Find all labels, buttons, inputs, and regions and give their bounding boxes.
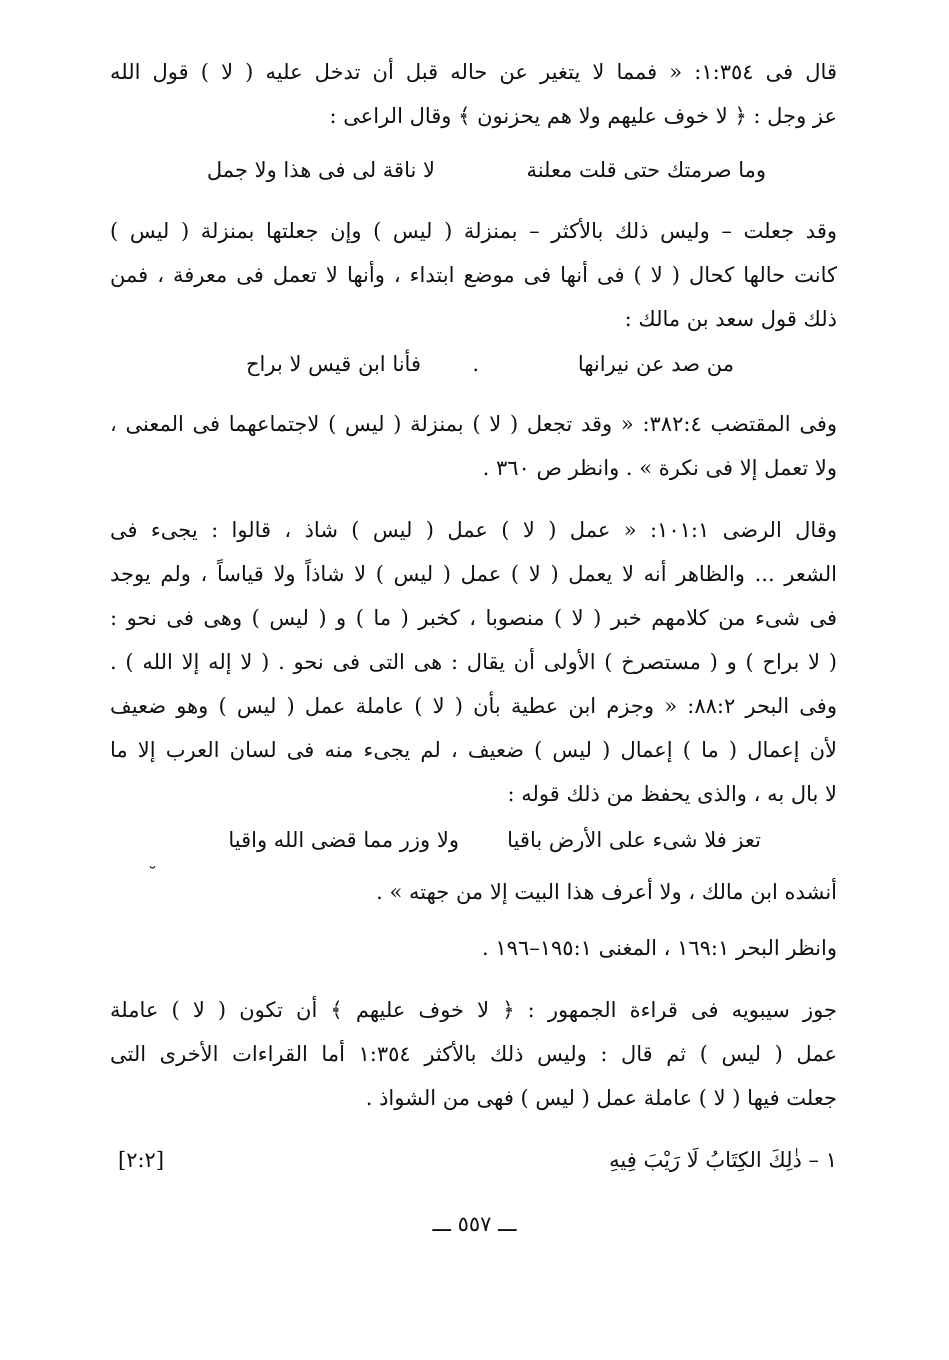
page-number: ـــ ٥٥٧ ـــ	[432, 1212, 517, 1236]
text-line: عز وجل : ﴿ لا خوف عليهم ولا هم يحزنون ﴾ وقال الراعى :	[329, 104, 837, 128]
text-line: أنشده ابن مالك ، ولا أعرف هذا البيت إلا من جهته » .	[376, 880, 837, 904]
text-line: جعلت فيها ( لا ) عاملة عمل ( ليس ) فهى من الشواذ .	[365, 1086, 837, 1110]
verse-first-hemistich: وما صرمتك حتى قلت معلنة	[526, 158, 766, 182]
text-line: وفى البحر ٨٨:٢: « وجزم ابن عطية بأن ( لا ) عاملة عمل ( ليس ) وهو ضعيف	[110, 694, 837, 718]
verse-second-hemistich: ولا وزر مما قضى الله واقيا	[228, 828, 459, 852]
text-line: وفى المقتضب ٣٨٢:٤: « وقد تجعل ( لا ) بمنزلة ( ليس ) لاجتماعهما فى المعنى ،	[110, 412, 837, 436]
text-line: وقد جعلت – وليس ذلك بالأكثر – بمنزلة ( ليس ) وإن جعلتها بمنزلة ( ليس )	[110, 219, 837, 243]
text-line: عمل ( ليس ) ثم قال : وليس ذلك بالأكثر ١:٣٥٤ أما القراءات الأخرى التى	[110, 1042, 837, 1066]
stray-mark: ˘	[148, 864, 157, 885]
text-line: ولا تعمل إلا فى نكرة » . وانظر ص ٣٦٠ .	[482, 456, 837, 480]
text-line: جوز سيبويه فى قراءة الجمهور : ﴿ لا خوف عليهم ﴾ أن تكون ( لا ) عاملة	[110, 998, 837, 1022]
text-line: ( لا براح ) و ( مستصرخ ) الأولى أن يقال : هى التى فى نحو . ( لا إله إلا الله ) .	[110, 650, 837, 674]
text-line: فى شىء من كلامهم خبر ( لا ) منصوبا ، كخبر ( ما ) و ( ليس ) وهى فى نحو :	[110, 606, 837, 630]
text-line: الشعر ... والظاهر أنه لا يعمل ( لا ) عمل ( ليس ) لا شاذاً ولا قياساً ، ولم يوجد	[110, 562, 837, 586]
quran-entry: ١ – ذٰلِكَ الكِتَابُ لَا رَيْبَ فِيهِ	[609, 1148, 837, 1172]
verse-reference: [٢:٢]	[118, 1148, 165, 1172]
text-line: وانظر البحر ١٦٩:١ ، المغنى ١٩٥:١–١٩٦ .	[482, 936, 837, 960]
verse-second-hemistich: لا ناقة لى فى هذا ولا جمل	[206, 158, 435, 182]
verse-separator: .	[472, 352, 479, 376]
text-line: ذلك قول سعد بن مالك :	[624, 307, 837, 331]
text-line: وقال الرضى ١٠١:١: « عمل ( لا ) عمل ( ليس ) شاذ ، قالوا : يجىء فى	[110, 518, 837, 542]
text-line: لا بال به ، والذى يحفظ من ذلك قوله :	[507, 782, 837, 806]
verse-first-hemistich: من صد عن نيرانها	[577, 352, 734, 376]
text-line: كانت حالها كحال ( لا ) فى أنها فى موضع ابتداء ، وأنها لا تعمل فى معرفة ، فمن	[110, 263, 837, 287]
text-line: قال فى ١:٣٥٤: « فمما لا يتغير عن حاله قبل أن تدخل عليه ( لا ) قول الله	[110, 60, 837, 84]
verse-first-hemistich: تعز فلا شىء على الأرض باقيا	[507, 828, 761, 852]
text-line: لأن إعمال ( ما ) إعمال ( ليس ) ضعيف ، لم يجىء منه فى لسان العرب إلا ما	[110, 738, 837, 762]
verse-second-hemistich: فأنا ابن قيس لا براح	[246, 352, 421, 376]
